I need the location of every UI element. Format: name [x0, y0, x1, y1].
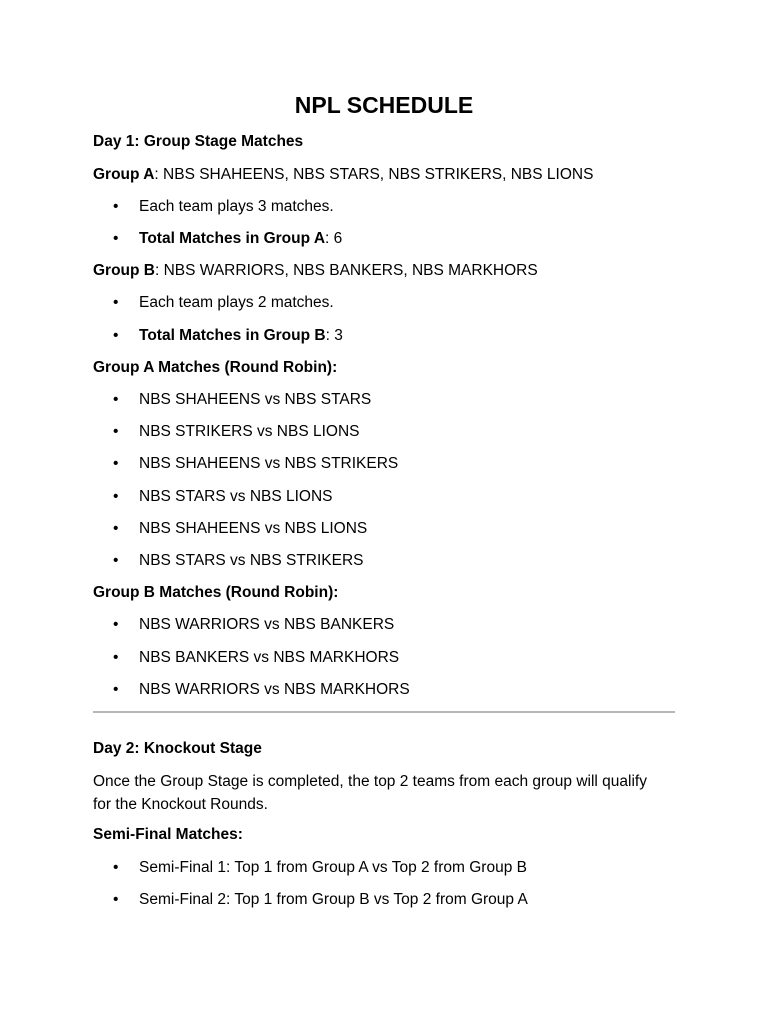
- list-item: Semi-Final 1: Top 1 from Group A vs Top 2 from Group B: [139, 859, 527, 876]
- group-a-total-label: Total Matches in Group A: [139, 230, 326, 247]
- group-a-line: [93, 165, 593, 185]
- bullet-glyph: •: [113, 423, 119, 440]
- group-a-teams: : NBS SHAHEENS, NBS STARS, NBS STRIKERS, NBS LIONS: [154, 166, 594, 183]
- day2-heading: Day 2: Knockout Stage: [93, 740, 262, 757]
- horizontal-divider: [93, 711, 675, 713]
- bullet-glyph: •: [113, 859, 119, 876]
- day1-heading: Day 1: Group Stage Matches: [93, 133, 304, 150]
- day2-paragraph: Once the Group Stage is completed, the top 2 teams from each group will qualify for the Knockout Rounds.: [93, 773, 647, 813]
- list-item: NBS SHAHEENS vs NBS STRIKERS: [139, 455, 399, 472]
- group-b-teams: : NBS WARRIORS, NBS BANKERS, NBS MARKHORS: [155, 262, 538, 279]
- group-a-total-line: [139, 229, 342, 249]
- page-title: NPL SCHEDULE: [294, 92, 474, 118]
- group-b-total-label: Total Matches in Group B: [139, 327, 326, 344]
- list-item: NBS SHAHEENS vs NBS LIONS: [139, 520, 368, 537]
- bullet-glyph: •: [113, 649, 119, 666]
- bullet-glyph: •: [113, 294, 119, 311]
- group-b-line: [93, 261, 538, 281]
- list-item: NBS WARRIORS vs NBS BANKERS: [139, 616, 395, 633]
- bullet-glyph: •: [113, 552, 119, 569]
- group-b-label: Group B: [93, 262, 155, 279]
- bullet-glyph: •: [113, 891, 119, 908]
- group-b-total-value: : 3: [325, 327, 343, 344]
- bullet-glyph: •: [113, 681, 119, 698]
- bullet-glyph: •: [113, 488, 119, 505]
- group-a-matches-per-team: Each team plays 3 matches.: [139, 198, 334, 215]
- list-item: NBS STRIKERS vs NBS LIONS: [139, 423, 360, 440]
- bullet-glyph: •: [113, 455, 119, 472]
- group-b-matches-per-team: Each team plays 2 matches.: [139, 294, 334, 311]
- bullet-glyph: •: [113, 616, 119, 633]
- group-a-matches-heading: Group A Matches (Round Robin):: [93, 359, 338, 376]
- list-item: NBS BANKERS vs NBS MARKHORS: [139, 649, 400, 666]
- list-item: NBS STARS vs NBS LIONS: [139, 488, 333, 505]
- bullet-glyph: •: [113, 230, 119, 247]
- group-b-matches-heading: Group B Matches (Round Robin):: [93, 584, 339, 601]
- bullet-glyph: •: [113, 198, 119, 215]
- list-item: NBS WARRIORS vs NBS MARKHORS: [139, 681, 410, 698]
- list-item: Semi-Final 2: Top 1 from Group B vs Top 2 from Group A: [139, 891, 528, 908]
- semi-final-heading: Semi-Final Matches:: [93, 826, 243, 843]
- bullet-glyph: •: [113, 327, 119, 344]
- list-item: NBS SHAHEENS vs NBS STARS: [139, 391, 372, 408]
- group-b-total-line: [139, 326, 343, 346]
- list-item: NBS STARS vs NBS STRIKERS: [139, 552, 364, 569]
- bullet-glyph: •: [113, 391, 119, 408]
- bullet-glyph: •: [113, 520, 119, 537]
- group-a-total-value: : 6: [325, 230, 343, 247]
- group-a-label: Group A: [93, 166, 155, 183]
